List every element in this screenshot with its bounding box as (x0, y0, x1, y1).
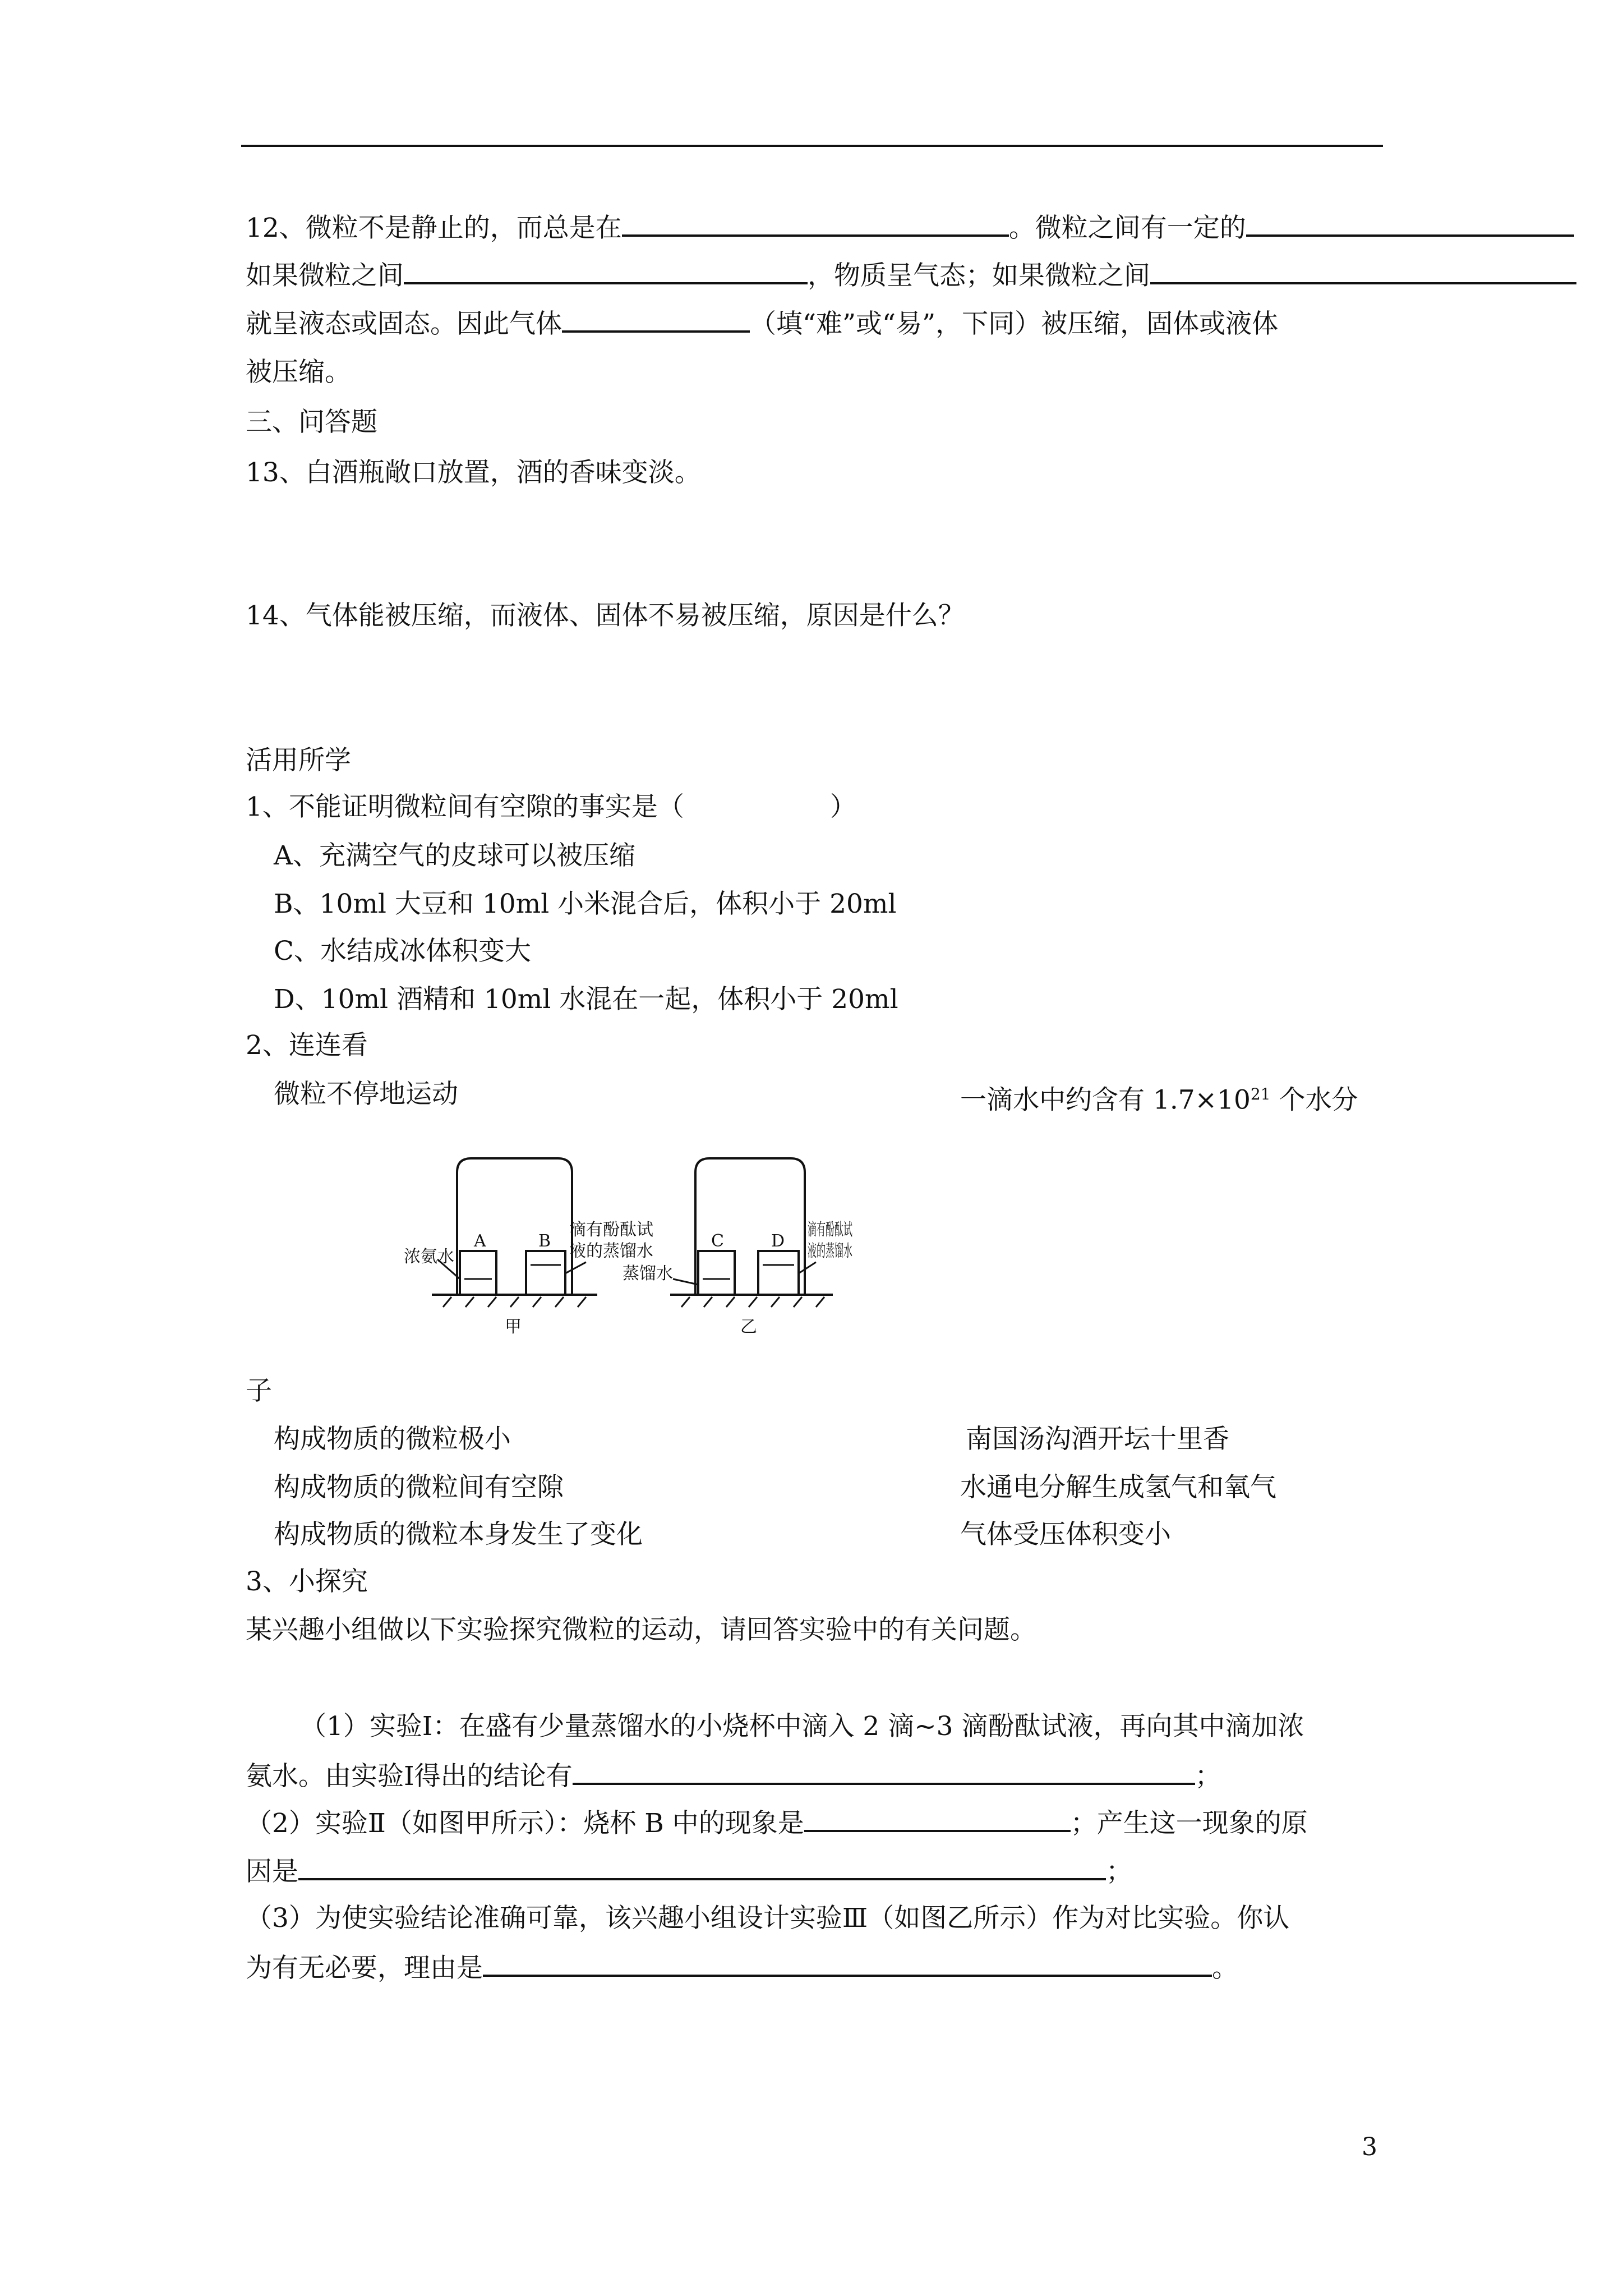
label-c: C (711, 1231, 724, 1251)
explore-blank-1[interactable] (573, 1758, 1195, 1785)
q12-blank-2[interactable] (1246, 210, 1574, 237)
section-3-title: 三、问答题 (246, 407, 377, 438)
match-left-2: 构成物质的微粒极小 (274, 1424, 511, 1455)
q12-line-3: 就呈液态或固态。因此气体 （填“难”或“易”，下同）被压缩，固体或液体 (246, 306, 1278, 341)
explore-title: 3、小探究 (246, 1566, 368, 1597)
q14: 14、气体能被压缩，而液体、固体不易被压缩，原因是什么？ (246, 600, 965, 631)
match-left-4: 构成物质的微粒本身发生了变化 (274, 1519, 643, 1550)
q12-line-1: 12、微粒不是静止的，而总是在 。微粒之间有一定的 (246, 210, 1574, 245)
explore-p3-line-2: 为有无必要，理由是 。 (246, 1950, 1238, 1985)
label-phenol-jia-2: 液的蒸馏水 (569, 1241, 653, 1261)
label-d: D (771, 1231, 785, 1251)
match-left-3: 构成物质的微粒间有空隙 (274, 1472, 564, 1503)
match-right-3: 水通电分解生成氢气和氧气 (960, 1472, 1276, 1503)
header-rule (241, 145, 1383, 147)
label-jia: 甲 (505, 1317, 522, 1337)
bell-jar-yi (695, 1158, 805, 1295)
explore-p1-line-2: 氨水。由实验Ⅰ得出的结论有 ； (246, 1758, 1221, 1793)
explore-intro: 某兴趣小组做以下实验探究微粒的运动，请回答实验中的有关问题。 (246, 1614, 1036, 1645)
label-a: A (474, 1231, 486, 1251)
match-right-1: 一滴水中约含有 $1.7\times 10^{21}$ 个水分 (960, 1084, 1358, 1116)
mc1-stem: 1、不能证明微粒间有空隙的事实是（ ） (246, 792, 856, 822)
mc1-option-c: C、水结成冰体积变大 (274, 936, 531, 967)
match-left-1: 微粒不停地运动 (274, 1079, 458, 1110)
explore-blank-2[interactable] (804, 1805, 1071, 1832)
q12-blank-5[interactable] (562, 306, 750, 333)
label-yi: 乙 (740, 1317, 757, 1337)
explore-p2-line-2: 因是 ； (246, 1853, 1132, 1889)
label-phenol-yi-1: 滴有酚酞试 (808, 1220, 852, 1240)
mc1-option-d: D、10ml 酒精和 10ml 水混在一起，体积小于 20ml (274, 984, 898, 1015)
q12-line-2: 如果微粒之间 ，物质呈气态；如果微粒之间 (246, 257, 1576, 293)
explore-p1-line-1: （1）实验Ⅰ：在盛有少量蒸馏水的小烧杯中滴入 2 滴~3 滴酚酞试液，再向其中滴加浓 (300, 1711, 1304, 1742)
beaker-d (758, 1251, 799, 1295)
explore-blank-3[interactable] (298, 1853, 1106, 1880)
match-wrap: 子 (246, 1375, 272, 1406)
apply-title: 活用所学 (246, 745, 351, 776)
match-right-2: 南国汤沟酒开坛十里香 (966, 1424, 1229, 1455)
apparatus-figure (404, 1144, 852, 1341)
match-title: 2、连连看 (246, 1030, 368, 1061)
beaker-c (698, 1251, 735, 1295)
label-ammonia: 浓氨水 (404, 1247, 454, 1267)
q12-blank-4[interactable] (1150, 257, 1576, 284)
q12-line-4: 被压缩。 (246, 357, 351, 388)
label-phenol-yi-2: 液的蒸馏水 (808, 1241, 852, 1261)
label-b: B (538, 1231, 551, 1251)
q12-blank-3[interactable] (404, 257, 808, 284)
bell-jar-jia (457, 1158, 572, 1295)
explore-blank-4[interactable] (483, 1950, 1212, 1977)
mc1-option-b: B、10ml 大豆和 10ml 小米混合后，体积小于 20ml (274, 889, 897, 919)
label-distilled: 蒸馏水 (623, 1264, 673, 1283)
beaker-b (526, 1251, 565, 1295)
q12-blank-1[interactable] (622, 210, 1009, 237)
label-phenol-jia-1: 滴有酚酞试 (569, 1220, 653, 1240)
beaker-a (460, 1251, 496, 1295)
q13: 13、白酒瓶敞口放置，酒的香味变淡。 (246, 457, 701, 488)
explore-p2-line-1: （2）实验Ⅱ（如图甲所示）：烧杯 B 中的现象是 ；产生这一现象的原 (246, 1805, 1308, 1841)
page-number: 3 (1362, 2133, 1377, 2161)
explore-p3-line-1: （3）为使实验结论准确可靠，该兴趣小组设计实验Ⅲ（如图乙所示）作为对比实验。你认 (246, 1903, 1290, 1934)
match-right-4: 气体受压体积变小 (960, 1519, 1171, 1550)
mc1-option-a: A、充满空气的皮球可以被压缩 (274, 840, 635, 871)
